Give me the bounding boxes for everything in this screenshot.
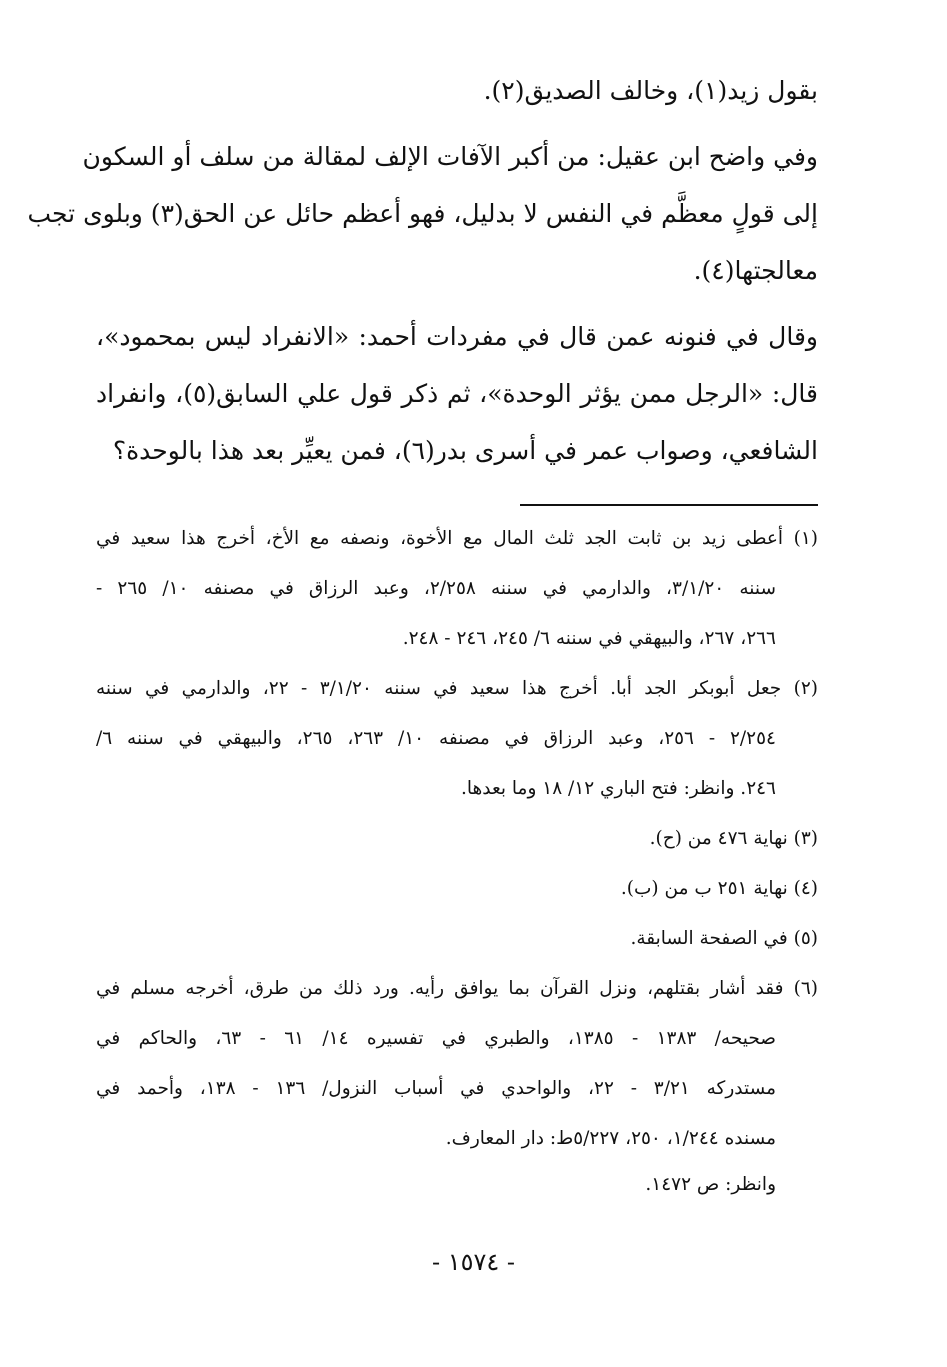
footnote-separator bbox=[520, 504, 818, 506]
footnote-line: مستدركه ٣/٢١ - ٢٢، والواحدي في أسباب النزول/ ١٣٦ - ١٣٨، وأحمد في bbox=[96, 1078, 777, 1099]
footnote-line: مسنده ١/٢٤٤، ٢٥٠، ٥/٢٢٧ط: دار المعارف. bbox=[445, 1128, 776, 1149]
footnote-line: (٣) نهاية ٤٧٦ من (ح). bbox=[649, 828, 818, 849]
footnote-line: صحيحه/ ١٣٨٣ - ١٣٨٥، والطبري في تفسيره ١٤/ ٦١ - ٦٣، والحاكم في bbox=[96, 1028, 777, 1049]
text-line: إلى قولٍ معظَّم في النفس لا بدليل، فهو أعظم حائل عن الحق(٣) وبلوى تجب bbox=[27, 199, 818, 228]
footnote-line: (٥) في الصفحة السابقة. bbox=[630, 928, 818, 949]
footnote-line: (١) أعطى زيد بن ثابت الجد ثلث المال مع الأخوة، ونصفه مع الأخ، أخرج هذا سعيد في bbox=[96, 528, 818, 549]
text-line: بقول زيد(١)، وخالف الصديق(٢). bbox=[483, 76, 818, 105]
footnote-line: (٤) نهاية ٢٥١ ب من (ب). bbox=[620, 878, 818, 899]
footnote-line: (٢) جعل أبوبكر الجد أبا. أخرج هذا سعيد في سننه ٣/١/٢٠ - ٢٢، والدارمي في سننه bbox=[96, 678, 818, 699]
text-line: وفي واضح ابن عقيل: من أكبر الآفات الإلف لمقالة من سلف أو السكون bbox=[82, 142, 818, 171]
footnote-line: ٢٦٦، ٢٦٧، والبيهقي في سننه ٦/ ٢٤٥، ٢٤٦ - ٢٤٨. bbox=[402, 628, 776, 649]
footnote-line: وانظر: ص ١٤٧٢. bbox=[645, 1174, 776, 1195]
footnote-line: ٢٤٦. وانظر: فتح الباري ١٢/ ١٨ وما بعدها. bbox=[460, 778, 776, 799]
page-number: - ١٥٧٤ - bbox=[431, 1248, 516, 1276]
text-line: معالجتها(٤). bbox=[693, 256, 818, 285]
text-line: وقال في فنونه عمن قال في مفردات أحمد: «الانفراد ليس بمحمود»، bbox=[96, 322, 818, 351]
text-line: الشافعي، وصواب عمر في أسرى بدر(٦)، فمن يعيِّر بعد هذا بالوحدة؟ bbox=[112, 436, 818, 465]
footnote-line: سننه ٣/١/٢٠، والدارمي في سننه ٢/٢٥٨، وعبد الرزاق في مصنفه ١٠/ ٢٦٥ - bbox=[96, 578, 776, 599]
footnote-line: (٦) فقد أشار بقتلهم، ونزل القرآن بما يوافق رأيه. ورد ذلك من طرق، أخرجه مسلم في bbox=[96, 978, 818, 999]
footnote-line: ٢/٢٥٤ - ٢٥٦، وعبد الرزاق في مصنفه ١٠/ ٢٦٣، ٢٦٥، والبيهقي في سننه ٦/ bbox=[96, 728, 776, 749]
text-line: قال: «الرجل ممن يؤثر الوحدة»، ثم ذكر قول علي السابق(٥)، وانفراد bbox=[96, 379, 818, 408]
